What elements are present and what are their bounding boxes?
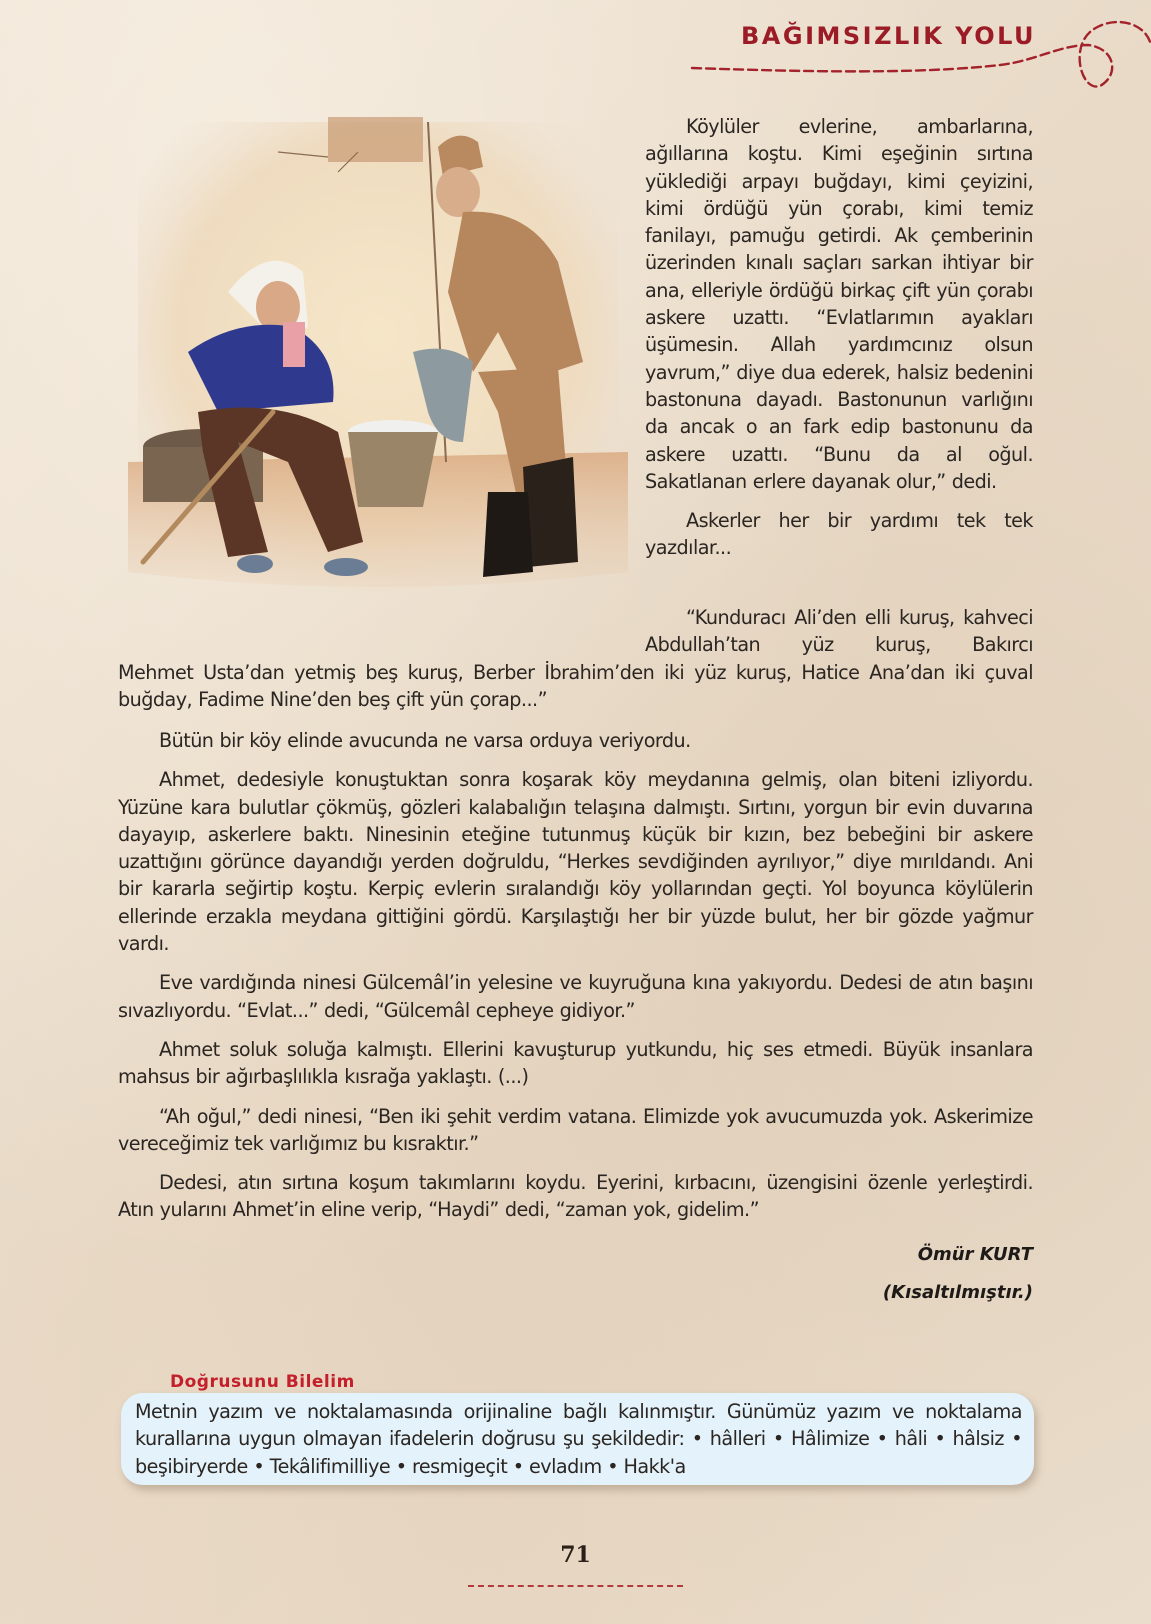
story-full-width xyxy=(118,727,1033,1236)
donation-list-end xyxy=(118,659,1033,714)
story-paragraph: “Ah oğul,” dedi ninesi, “Ben iki şehit verdim vatana. Elimizde yok avucumuzda yok. Askerimize vereceğimiz tek varlığımız bu kısraktır.” xyxy=(118,1104,1033,1155)
info-box-text: Metnin yazım ve noktalamasında orijinaline bağlı kalınmıştır. Günümüz yazım ve noktalama kurallarına uygun olmayan ifadelerin doğrusu şu şekildedir: • hâlleri • Hâlimize • hâli • hâlsiz • beşibiryerde • Tekâlifimilliye • resmigeçit • evladım • Hakk'a xyxy=(135,1400,1022,1478)
info-box-title: Doğrusunu Bilelim xyxy=(170,1372,355,1392)
dashed-swirl-ornament xyxy=(690,10,1151,95)
chapter-title: BAĞIMSIZLIK YOLU xyxy=(741,22,1037,50)
illustration-grandmother-soldier xyxy=(128,112,628,602)
page-number: 71 xyxy=(560,1542,591,1568)
info-box xyxy=(121,1393,1034,1485)
donation-list-text: Mehmet Usta’dan yetmiş beş kuruş, Berber İbrahim’den iki yüz kuruş, Hatice Ana’dan iki çuval buğday, Fadime Nine’den beş çift yün çorap...” xyxy=(118,661,1033,712)
story-paragraph: Ahmet, dedesiyle konuştuktan sonra koşarak köy meydanına gelmiş, olan biteni izliyordu. Yüzüne kara bulutlar çökmüş, gözleri kalabalığın telaşına dalmıştı. Sırtını, yorgun bir evin duvarına dayayıp, askerlere baktı. Ninesinin eteğine tutunmuş küçük bir kızın, bez bebeğini bir askere uzattığını görünce dayandığı yerden doğruldu, “Herkes sevdiğinden ayrılıyor,” diye mırıldandı. Ani bir kararla seğirtip koştu. Kerpiç evlerin sıralandığı köy yollarından geçti. Yol boyunca köylülerin ellerinde erzakla meydana gittiğini gördü. Karşılaştığı her bir yüzde bulut, her bir gözde yağmur vardı. xyxy=(118,768,1033,956)
story-paragraph: Dedesi, atın sırtına koşum takımlarını koydu. Eyerini, kırbacını, üzengisini özenle yerleştirdi. Atın yularını Ahmet’in eline verip, “Haydi” dedi, “zaman yok, gidelim.” xyxy=(118,1171,1033,1222)
author-name: Ömür KURT xyxy=(917,1244,1033,1265)
story-paragraph: Bütün bir köy elinde avucunda ne varsa orduya veriyordu. xyxy=(159,729,691,752)
story-paragraph: Askerler her bir yardımı tek tek yazdılar... xyxy=(645,509,1033,560)
abridged-note: (Kısaltılmıştır.) xyxy=(882,1282,1033,1303)
footer-dashed-rule xyxy=(468,1585,683,1587)
story-paragraph: Ahmet soluk soluğa kalmıştı. Ellerini kavuşturup yutkundu, hiç ses etmedi. Büyük insanlara mahsus bir ağırbaşlılıkla kısrağa yaklaştı. (...) xyxy=(118,1037,1033,1089)
donation-list-start xyxy=(645,604,1033,659)
story-right-column xyxy=(645,113,1033,562)
signature-block xyxy=(883,1236,1033,1312)
donation-list-text: “Kunduracı Ali’den elli kuruş, kahveci Abdullah’tan yüz kuruş, Bakırcı xyxy=(645,606,1033,657)
story-paragraph: Köylüler evlerine, ambarlarına, ağıllarına koştu. Kimi eşeğinin sırtına yüklediği arpayı buğdayı, kimi çeyizini, kimi ördüğü yün çorabı, kimi temiz fanilayı, pamuğu getirdi. Ak çemberinin üzerinden kınalı saçları sarkan ihtiyar bir ana, elleriyle ördüğü birkaç çift yün çorabı askere uzattı. “Evlatlarımın ayakları üşümesin. Allah yardımcınız olsun yavrum,” diye dua ederek, halsiz bedenini bastonuna dayadı. Bastonunun varlığını da ancak o an fark edip bastonunu da askere uzattı. “Bunu da al oğul. Sakatlanan erlere dayanak olur,” dedi. xyxy=(645,115,1033,493)
story-paragraph: Eve vardığında ninesi Gülcemâl’in yelesine ve kuyruğuna kına yakıyordu. Dedesi de atın başını sıvazlıyordu. “Evlat...” dedi, “Gülcemâl cepheye gidiyor.” xyxy=(118,971,1033,1022)
